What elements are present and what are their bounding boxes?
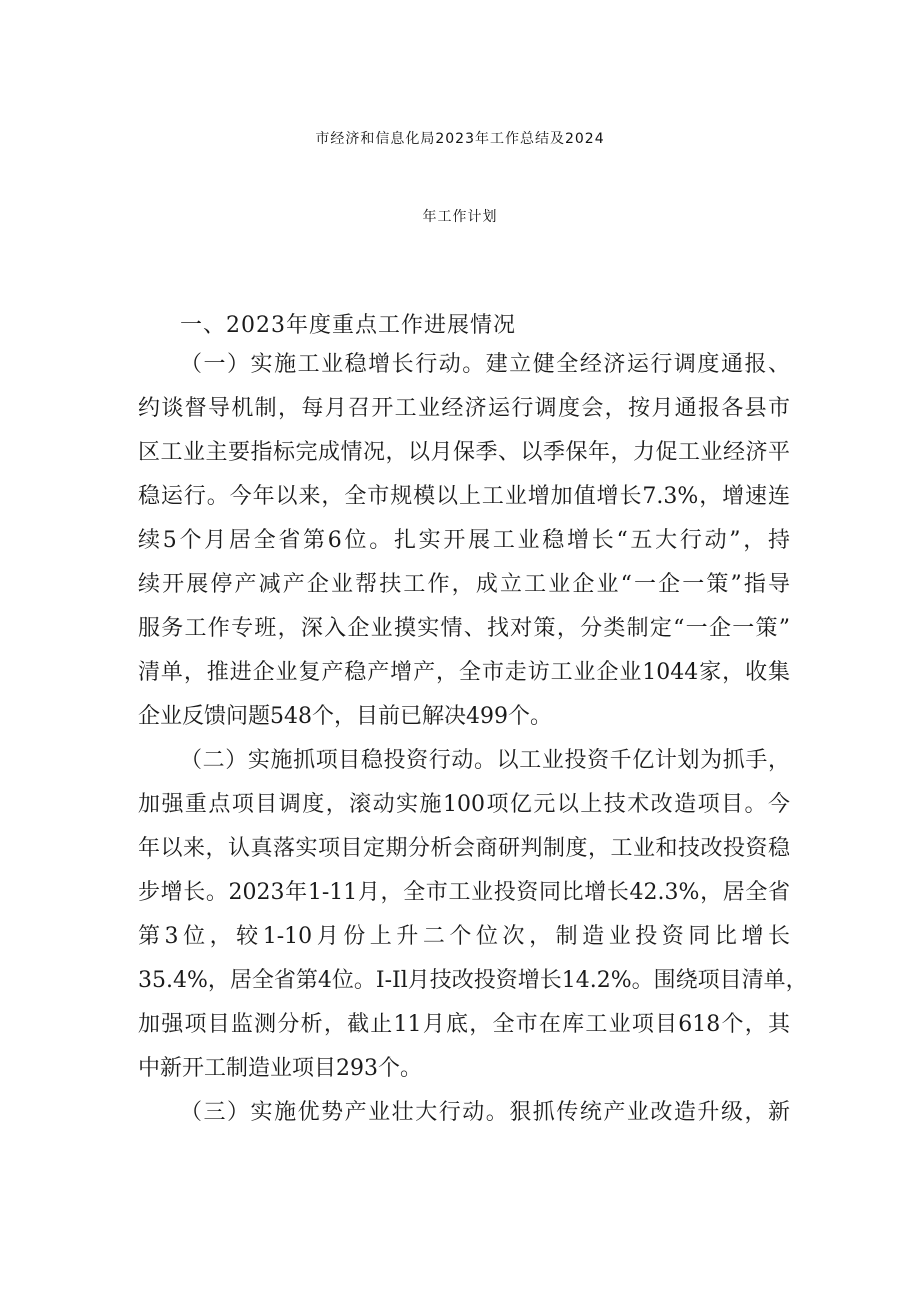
paragraph-1-line: 续开展停产减产企业帮扶工作，成立工业企业“一企一策”指导 — [138, 572, 790, 597]
paragraph-1-line: （一）实施工业稳增长行动。建立健全经济运行调度通报、 — [180, 352, 790, 377]
paragraph-2-line: 步增长。2023年1-11月，全市工业投资同比增长42.3%，居全省 — [138, 880, 790, 905]
section-heading: 一、2023年度重点工作进展情况 — [180, 313, 516, 338]
paragraph-1-line: 续5个月居全省第6位。扎实开展工业稳增长“五大行动”，持 — [138, 528, 790, 553]
paragraph-2-line: 中新开工制造业项目293个。 — [138, 1056, 422, 1081]
paragraph-1-line: 服务工作专班，深入企业摸实情、找对策，分类制定“一企一策” — [138, 616, 790, 641]
paragraph-2-line: 第3位，较1-10月份上升二个位次，制造业投资同比增长 — [138, 924, 790, 949]
paragraph-2-line: 加强重点项目调度，滚动实施100项亿元以上技术改造项目。今 — [138, 792, 790, 817]
paragraph-1-line: 清单，推进企业复产稳产增产，全市走访工业企业1044家，收集 — [138, 660, 790, 685]
paragraph-1-line: 稳运行。今年以来，全市规模以上工业增加值增长7.3%，增速连 — [138, 484, 790, 509]
paragraph-2-line: 35.4%，居全省第4位。I-Il月技改投资增长14.2%。围绕项目清单， — [138, 968, 808, 993]
paragraph-2-line: 年以来，认真落实项目定期分析会商研判制度，工业和技改投资稳 — [138, 836, 790, 861]
paragraph-2-line: 加强项目监测分析，截止11月底，全市在库工业项目618个，其 — [138, 1012, 790, 1037]
paragraph-1-line: 区工业主要指标完成情况，以月保季、以季保年，力促工业经济平 — [138, 440, 790, 465]
paragraph-1-line: 约谈督导机制，每月召开工业经济运行调度会，按月通报各县市 — [138, 396, 790, 421]
paragraph-1-line: 企业反馈问题548个，目前已解决499个。 — [138, 704, 552, 729]
paragraph-3-line: （三）实施优势产业壮大行动。狠抓传统产业改造升级，新 — [180, 1100, 790, 1125]
document-title-line-1: 市经济和信息化局2023年工作总结及2024 — [315, 131, 605, 147]
paragraph-2-line: （二）实施抓项目稳投资行动。以工业投资千亿计划为抓手， — [180, 748, 790, 773]
document-title-line-2: 年工作计划 — [422, 209, 498, 225]
